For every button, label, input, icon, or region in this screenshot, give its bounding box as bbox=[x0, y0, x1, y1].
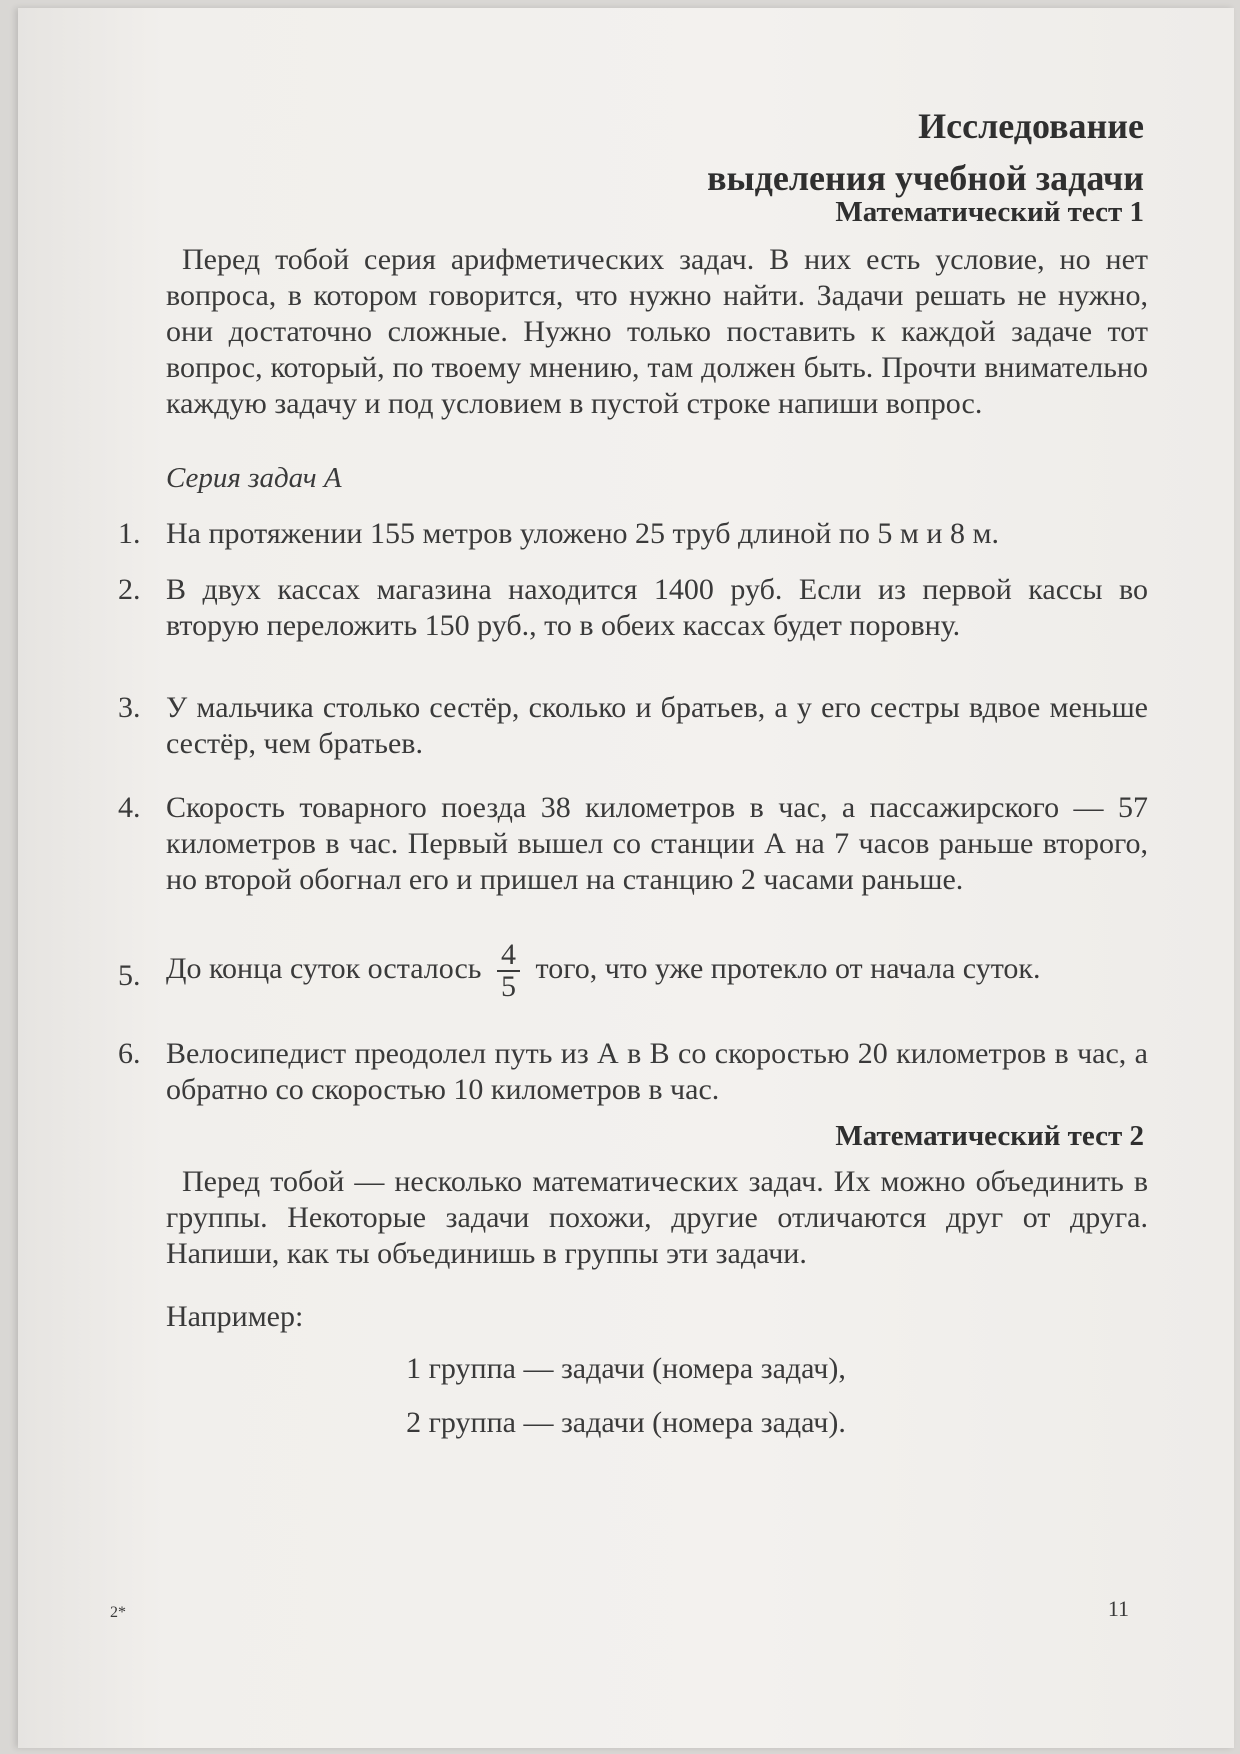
signature-mark: 2* bbox=[110, 1604, 126, 1621]
group-line-2: 2 группа — задачи (номера задач). bbox=[406, 1406, 846, 1439]
task-number: 4. bbox=[118, 791, 141, 824]
task-5 bbox=[118, 940, 1148, 1002]
task-2 bbox=[118, 572, 1148, 644]
series-heading: Серия задач А bbox=[166, 462, 342, 494]
test2-instructions: Перед тобой — несколько математических задач. Их можно объединить в группы. Некоторые задачи похожи, другие отличаются друг от друга. Напиши, как ты объединишь в группы эти задачи. bbox=[166, 1165, 1148, 1270]
test2-heading: Математический тест 2 bbox=[835, 1120, 1144, 1152]
title-line-2: выделения учебной задачи bbox=[707, 158, 1144, 198]
task-1 bbox=[118, 516, 1148, 552]
fraction bbox=[497, 940, 520, 1002]
fraction-numerator: 4 bbox=[497, 940, 520, 972]
task-number: 3. bbox=[118, 691, 141, 724]
task-number: 5. bbox=[118, 959, 141, 992]
task-number: 1. bbox=[118, 517, 141, 550]
task-text bbox=[166, 940, 1148, 1002]
task-number: 2. bbox=[118, 573, 141, 606]
page-number: 11 bbox=[1107, 1596, 1129, 1621]
task-number: 6. bbox=[118, 1037, 141, 1070]
book-page bbox=[18, 8, 1234, 1748]
test1-instructions: Перед тобой серия арифметических задач. В них есть условие, но нет вопроса, в котором говорится, что нужно найти. Задачи решать не нужно, они достаточно сложные. Нужно только поставить к каждой задаче тот вопрос, который, по твоему мнению, там должен быть. Прочти внимательно каждую задачу и под условием в пустой строке напиши вопрос. bbox=[166, 243, 1148, 420]
example-label: Например: bbox=[166, 1300, 304, 1333]
task-text-after: того, что уже протекло от начала суток. bbox=[535, 951, 1041, 985]
task-text: У мальчика столько сестёр, сколько и братьев, а у его сестры вдвое меньше сестёр, чем братьев. bbox=[166, 691, 1148, 760]
task-text: В двух кассах магазина находится 1400 руб. Если из первой кассы во вторую переложить 150 руб., то в обеих кассах будет поровну. bbox=[166, 573, 1148, 642]
task-3 bbox=[118, 690, 1148, 762]
fraction-denominator: 5 bbox=[500, 970, 516, 1003]
task-6 bbox=[118, 1036, 1148, 1108]
task-text: Скорость товарного поезда 38 километров в час, а пассажирского — 57 километров в час. Первый вышел со станции А на 7 часов раньше второго, но второй обогнал его и пришел на станцию 2 часами раньше. bbox=[166, 791, 1148, 896]
task-text: Велосипедист преодолел путь из А в В со скоростью 20 километров в час, а обратно со скоростью 10 километров в час. bbox=[166, 1037, 1148, 1106]
task-text: На протяжении 155 метров уложено 25 труб длиной по 5 м и 8 м. bbox=[166, 517, 999, 550]
section-title bbox=[707, 100, 1144, 204]
test1-heading: Математический тест 1 bbox=[835, 196, 1144, 228]
group-line-1: 1 группа — задачи (номера задач), bbox=[406, 1352, 846, 1385]
title-line-1: Исследование bbox=[918, 106, 1144, 146]
task-4 bbox=[118, 790, 1148, 898]
task-text-before: До конца суток осталось bbox=[166, 951, 482, 985]
